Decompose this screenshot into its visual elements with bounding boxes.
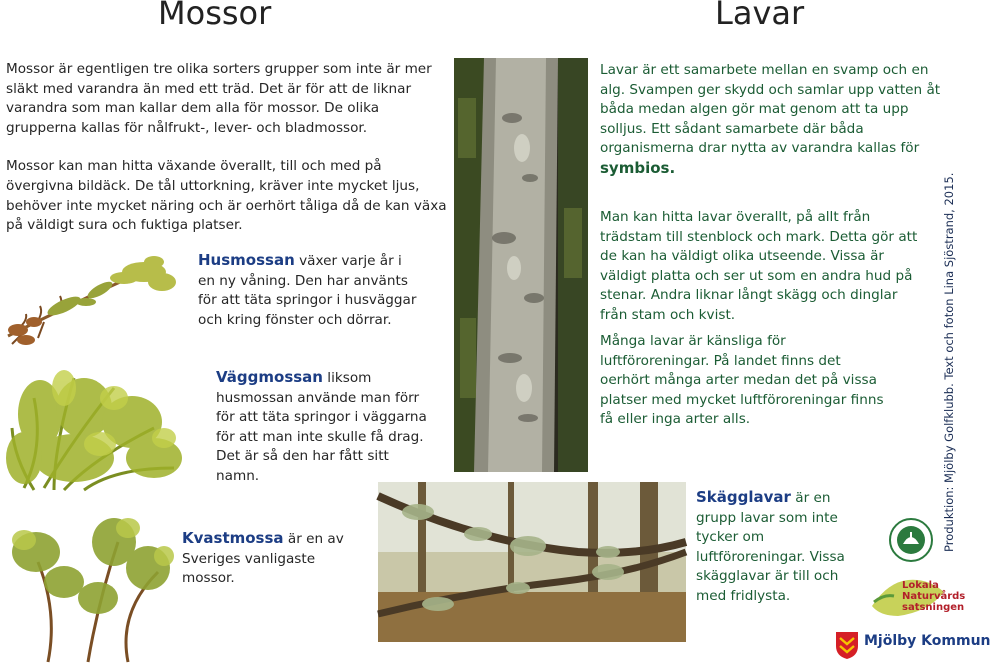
vaggmossan-name: Väggmossan bbox=[216, 368, 323, 386]
mjolby-kommun-logo-text: Mjölby Kommun bbox=[864, 633, 991, 649]
lichen-branches-photo bbox=[378, 482, 686, 642]
mossor-paragraph-2: Mossor kan man hitta växande överallt, till och med på övergivna bildäck. De tål uttorkning, kräver inte mycket ljus, behöver inte mycket näring och är oerhört tåliga då de kan växa på väldigt sura och fuktiga platser. bbox=[6, 158, 447, 234]
lona-logo-text bbox=[902, 580, 965, 613]
mjolby-crest-icon bbox=[834, 630, 860, 660]
tree-trunk-photo bbox=[454, 58, 588, 472]
vaggmossan-photo bbox=[4, 358, 192, 498]
kvastmossa-name: Kvastmossa bbox=[182, 529, 284, 547]
skagglavar-text: är en grupp lavar som inte tycker om luftföroreningar. Vissa skägglavar är till och med fridlysta. bbox=[696, 490, 845, 604]
husmossan-name: Husmossan bbox=[198, 251, 295, 269]
husmossan-text: växer varje år i en ny våning. Den har använts för att täta springor i husväggar och kring fönster och dörrar. bbox=[198, 253, 417, 328]
mossor-paragraph-1: Mossor är egentligen tre olika sorters grupper som inte är mer släkt med varandra än med ett träd. Det är för att de liknar varandra som man kallar dem alla för mossor. De olika grupperna kallas för nålfrukt-, lever- och bladmossor. bbox=[6, 61, 432, 136]
lavar-paragraph-1-text: Lavar är ett samarbete mellan en svamp och en alg. Svampen ger skydd och samlar upp vatten åt båda medan algen gör mat genom att ta upp solljus. Ett sådant samarbete där båda organismerna drar nytta av varandra kallas för bbox=[600, 62, 941, 157]
vaggmossan-text: liksom husmossan använde man förr för att täta springor i väggarna för att man inte skulle få drag. Det är så den har fått sitt namn. bbox=[216, 370, 427, 484]
lavar-paragraph-2: Man kan hitta lavar överallt, på allt från trädstam till stenblock och mark. Detta gör att de kan ha väldigt olika utseende. Vissa är väldigt platta och ser ut som en andra hud på stenar. Andra liknar långt skägg och dinglar från stam och kvist. bbox=[600, 209, 918, 323]
vaggmossan-block bbox=[216, 368, 428, 487]
husmossan-photo bbox=[4, 248, 180, 348]
lona-line-3: satsningen bbox=[902, 602, 965, 613]
skagglavar-name: Skägglavar bbox=[696, 488, 791, 506]
skagglavar-block bbox=[696, 488, 872, 607]
lona-line-2: Naturvårds bbox=[902, 591, 966, 602]
lavar-paragraph-3: Många lavar är känsliga för luftföroreningar. På landet finns det oerhört många arter medan det på vissa platser med mycket luftföroreningar finns få eller inga arter alls. bbox=[600, 333, 884, 428]
lona-line-1: Lokala bbox=[902, 580, 939, 591]
production-credit: Produktion: Mjölby Golfklubb. Text och foton Lina Sjöstrand, 2015. bbox=[942, 172, 956, 552]
golf-club-seal-logo bbox=[889, 518, 933, 562]
husmossan-block bbox=[198, 251, 420, 330]
mossor-intro bbox=[6, 60, 448, 236]
kvastmossa-photo bbox=[8, 512, 178, 662]
kvastmossa-block bbox=[182, 529, 360, 589]
lavar-title: Lavar bbox=[715, 0, 805, 32]
mossor-title: Mossor bbox=[158, 0, 272, 32]
lavar-paragraph-1 bbox=[600, 61, 942, 180]
kvastmossa-text: är en av Sveriges vanligaste mossor. bbox=[182, 531, 344, 587]
symbios-keyword: symbios. bbox=[600, 158, 676, 177]
